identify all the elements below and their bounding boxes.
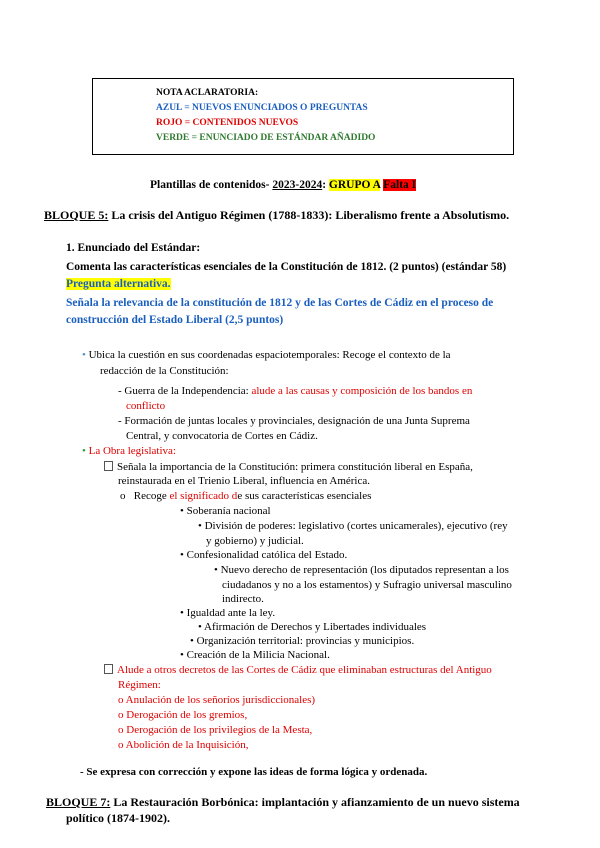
item-afirmacion: • Afirmación de Derechos y Libertades individuales — [198, 621, 427, 633]
bullet-obra: • La Obra legislativa: — [82, 445, 176, 457]
bloque7-title-line2: político (1874-1902). — [66, 811, 170, 825]
grupo-badge: GRUPO A — [328, 179, 381, 191]
obra-line2: reinstaurada en el Trienio Liberal, influencia en América. — [118, 475, 370, 487]
item-derecho: • Nuevo derecho de representación (los diputados representan a los — [214, 564, 509, 576]
note-azul: AZUL = NUEVOS ENUNCIADOS O PREGUNTAS — [156, 103, 368, 113]
expresa-line: - Se expresa con corrección y expone las ideas de forma lógica y ordenada. — [80, 766, 428, 778]
alt-question-label: Pregunta alternativa. — [66, 278, 171, 290]
list-item: o Derogación de los privilegios de la Mesta, — [118, 724, 313, 736]
alude-line2: Régimen: — [118, 679, 161, 691]
item-soberania: • Soberanía nacional — [180, 505, 271, 517]
header-prefix: Plantillas de contenidos- — [150, 179, 273, 191]
bloque5-title — [44, 208, 509, 223]
list-item: o Abolición de la Inquisición, — [118, 739, 249, 751]
alt-question-line2: construcción del Estado Liberal (2,5 puntos) — [66, 314, 284, 326]
checkbox-icon — [104, 461, 113, 471]
bullet-context: • Ubica la cuestión en sus coordenadas espaciotemporales: Recoge el contexto de la — [82, 349, 451, 361]
sub-juntas: - Formación de juntas locales y provinciales, designación de una Junta Suprema — [118, 415, 470, 427]
item-derecho-line3: indirecto. — [222, 593, 264, 605]
note-rojo: ROJO = CONTENIDOS NUEVOS — [156, 118, 299, 128]
item-organizacion: • Organización territorial: provincias y municipios. — [190, 635, 415, 647]
sub-guerra: - Guerra de la Independencia: alude a las causas y composición de los bandos en — [118, 385, 473, 397]
bloque5-label: BLOQUE 5: — [44, 208, 109, 222]
sub-juntas-line2: Central, y convocatoria de Cortes en Cádiz. — [126, 430, 318, 442]
item-milicia: • Creación de la Milicia Nacional. — [180, 649, 330, 661]
sub-guerra-line2: conflicto — [126, 400, 166, 412]
header-year: 2023-2024 — [272, 179, 323, 191]
standard-statement: Comenta las características esenciales de la Constitución de 1812. (2 puntos) (estándar 58) — [66, 261, 507, 273]
item-derecho-line2: ciudadanos y no a los estamentos) y Sufragio universal masculino — [222, 579, 512, 591]
item-igualdad: • Igualdad ante la ley. — [180, 607, 276, 619]
page-header — [150, 179, 416, 191]
list-item: o Derogación de los gremios, — [118, 709, 248, 721]
list-item: o Anulación de los señoríos jurisdiccionales) — [118, 694, 316, 706]
note-title: NOTA ACLARATORIA: — [156, 88, 259, 98]
obra-line1: Señala la importancia de la Constitución: primera constitución liberal en España, — [104, 461, 473, 473]
note-box — [92, 78, 514, 155]
item-division: • División de poderes: legislativo (cortes unicamerales), ejecutivo (rey — [198, 520, 508, 532]
bullet-context-line2: redacción de la Constitución: — [100, 365, 229, 377]
header-colon: : — [322, 179, 327, 191]
falta-badge: Falta I — [383, 179, 417, 191]
standard-heading: 1. Enunciado del Estándar: — [66, 242, 201, 254]
item-confesionalidad: • Confesionalidad católica del Estado. — [180, 549, 348, 561]
bloque7-title: BLOQUE 7: La Restauración Borbónica: implantación y afianzamiento de un nuevo sistema — [46, 795, 520, 809]
checkbox-icon — [104, 664, 113, 674]
bloque5-text: La crisis del Antiguo Régimen (1788-1833): Liberalismo frente a Absolutismo. — [108, 208, 510, 222]
item-division-line2: y gobierno) y judicial. — [206, 535, 304, 547]
recoge-line: o Recoge el significado de sus características esenciales — [120, 490, 372, 502]
alude-line1: Alude a otros decretos de las Cortes de Cádiz que eliminaban estructuras del Antiguo — [104, 664, 492, 676]
bloque7-label: BLOQUE 7: — [46, 795, 111, 809]
alt-question-line1: Señala la relevancia de la constitución de 1812 y de las Cortes de Cádiz en el proceso de — [66, 297, 494, 309]
note-verde: VERDE = ENUNCIADO DE ESTÁNDAR AÑADIDO — [156, 133, 376, 143]
